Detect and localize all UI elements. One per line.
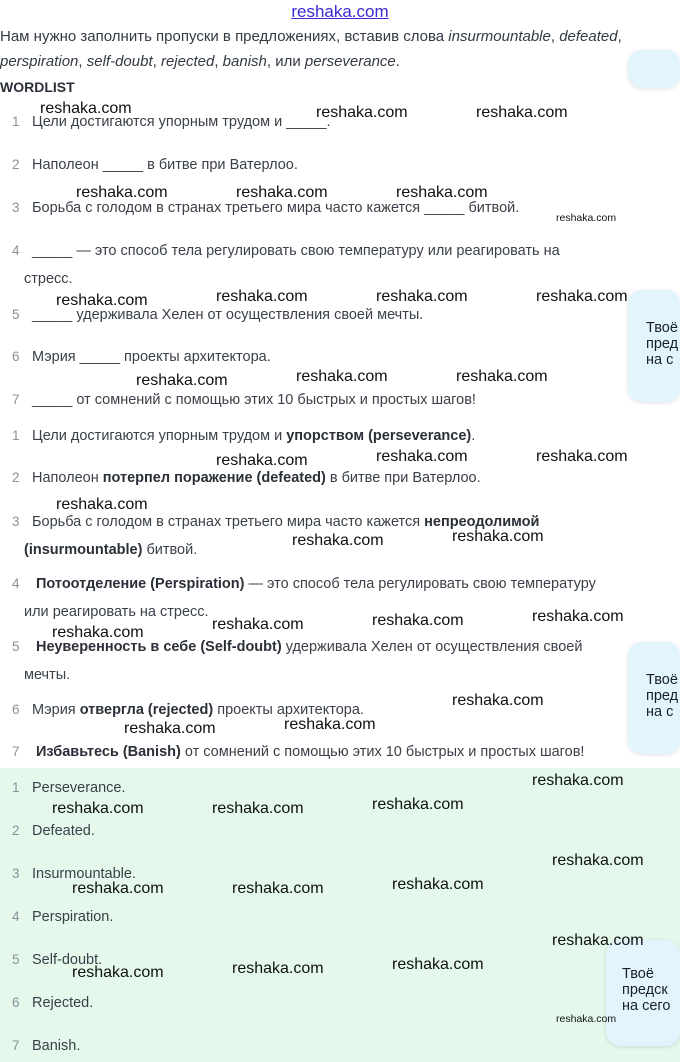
- watermark: reshaka.com: [212, 800, 304, 817]
- watermark: reshaka.com: [124, 720, 216, 737]
- watermark: reshaka.com: [72, 880, 164, 897]
- answer-highlight: упорством (perseverance): [286, 428, 472, 444]
- watermark: reshaka.com: [552, 852, 644, 869]
- answer-highlight: непреодолимой: [424, 514, 540, 530]
- watermark: reshaka.com: [532, 608, 624, 625]
- watermark: reshaka.com: [552, 932, 644, 949]
- wordlist-heading: WORDLIST: [0, 79, 75, 95]
- answer-highlight: Избавьтесь (Banish): [36, 744, 181, 760]
- answer-highlight: отвергла (rejected): [79, 702, 214, 718]
- watermark: reshaka.com: [372, 796, 464, 813]
- promo-card[interactable]: [628, 50, 680, 88]
- watermark: reshaka.com: [284, 716, 376, 733]
- watermark: reshaka.com: [476, 104, 568, 121]
- watermark: reshaka.com: [216, 288, 308, 305]
- watermark: reshaka.com: [372, 612, 464, 629]
- watermark: reshaka.com: [40, 100, 132, 117]
- answer-highlight: (insurmountable): [24, 542, 143, 558]
- watermark: reshaka.com: [232, 880, 324, 897]
- watermark: reshaka.com: [396, 184, 488, 201]
- watermark: reshaka.com: [392, 956, 484, 973]
- watermark: reshaka.com: [536, 288, 628, 305]
- watermark: reshaka.com: [216, 452, 308, 469]
- watermark: reshaka.com: [136, 372, 228, 389]
- answer-highlight: Потоотделение (Perspiration): [36, 576, 245, 592]
- promo-card[interactable]: Твоё пред на с: [628, 290, 680, 402]
- promo-card[interactable]: Твоё предск на сего: [606, 940, 680, 1046]
- watermark: reshaka.com: [452, 692, 544, 709]
- watermark: reshaka.com: [52, 624, 144, 641]
- site-title-link[interactable]: reshaka.com: [291, 2, 389, 21]
- watermark: reshaka.com: [72, 964, 164, 981]
- watermark: reshaka.com: [556, 1013, 617, 1025]
- watermark: reshaka.com: [296, 368, 388, 385]
- watermark: reshaka.com: [56, 292, 148, 309]
- watermark: reshaka.com: [236, 184, 328, 201]
- watermark: reshaka.com: [316, 104, 408, 121]
- watermark: reshaka.com: [292, 532, 384, 549]
- watermark: reshaka.com: [556, 212, 617, 224]
- watermark: reshaka.com: [56, 496, 148, 513]
- watermark: reshaka.com: [392, 876, 484, 893]
- watermark: reshaka.com: [456, 368, 548, 385]
- answer-highlight: потерпел поражение (defeated): [102, 470, 326, 486]
- watermark: reshaka.com: [532, 772, 624, 789]
- watermark: reshaka.com: [212, 616, 304, 633]
- task-intro: Нам нужно заполнить пропуски в предложениях, вставив слова insurmountable, defeated, perspiration, self-doubt, rejected, banish, или perseverance.: [0, 28, 622, 70]
- promo-card[interactable]: Твоё пред на с: [628, 642, 680, 754]
- watermark: reshaka.com: [376, 448, 468, 465]
- watermark: reshaka.com: [76, 184, 168, 201]
- watermark: reshaka.com: [536, 448, 628, 465]
- watermark: reshaka.com: [52, 800, 144, 817]
- watermark: reshaka.com: [452, 528, 544, 545]
- watermark: reshaka.com: [232, 960, 324, 977]
- watermark: reshaka.com: [376, 288, 468, 305]
- answer-highlight: Неуверенность в себе (Self-doubt): [36, 639, 282, 655]
